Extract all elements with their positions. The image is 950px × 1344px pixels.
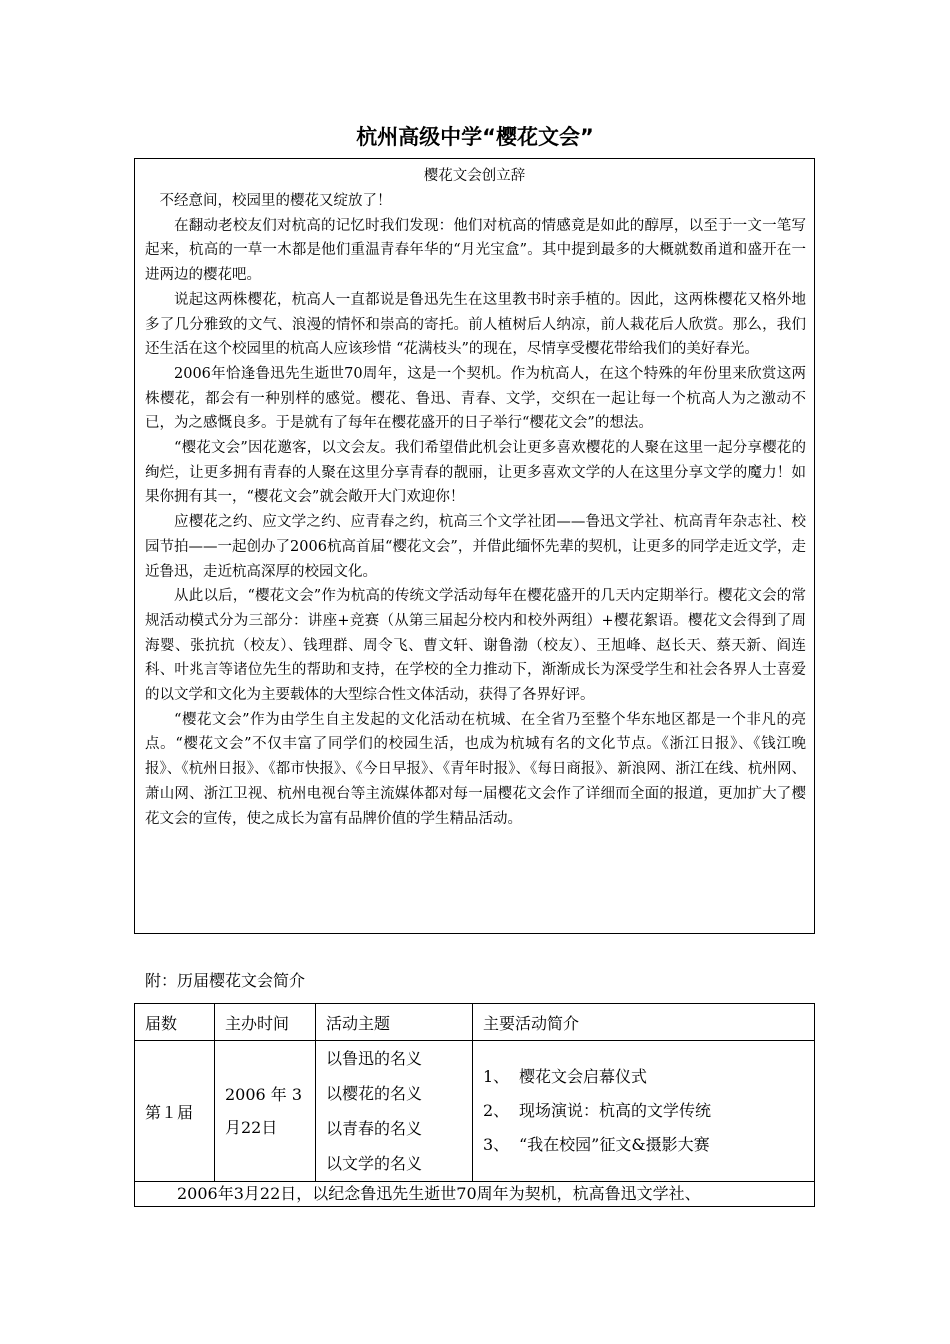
theme-cell: [316, 1041, 473, 1182]
table-row: [135, 1182, 815, 1207]
activities-cell: [473, 1041, 815, 1182]
intro-paragraph: 应樱花之约、应文学之约、应青春之约，杭高三个文学社团——鲁迅文学社、杭高青年杂志社、校园节拍——一起创办了2006杭高首届“樱花文会”，并借此缅怀先辈的契机，让更多的同学走近文学，走近鲁迅，走近杭高深厚的校园文化。: [145, 514, 806, 580]
header-activities: 主要活动简介: [473, 1004, 815, 1041]
theme-line: 以樱花的名义: [326, 1084, 423, 1103]
intro-paragraph: 2006年恰逢鲁迅先生逝世70周年，这是一个契机。作为杭高人，在这个特殊的年份里来欣赏这两株樱花，都会有一种别样的感觉。樱花、鲁迅、青春、文学，交织在一起让每一个杭高人为之激动不已，为之感慨良多。于是就有了每年在樱花盛开的日子举行“樱花文会”的想法。: [145, 365, 806, 432]
intro-paragraph: “樱花文会”因花邀客，以文会友。我们希望借此机会让更多喜欢樱花的人聚在这里一起分享樱花的绚烂，让更多拥有青春的人聚在这里分享青春的靓丽，让更多喜欢文学的人在这里分享文学的魔力！如果你拥有其一，“樱花文会”就会敞开大门欢迎你！: [145, 440, 806, 506]
activity-item: [483, 1060, 804, 1094]
theme-line: 以鲁迅的名义: [326, 1049, 423, 1068]
theme-line: 以文学的名义: [326, 1154, 423, 1173]
activity-number: 2、: [483, 1101, 510, 1120]
description-cell: 2006年3月22日，以纪念鲁迅先生逝世70周年为契机，杭高鲁迅文学社、: [135, 1182, 815, 1207]
session-cell: 第１届: [135, 1041, 215, 1182]
header-theme: 活动主题: [316, 1004, 473, 1041]
header-date: 主办时间: [215, 1004, 316, 1041]
intro-heading: 樱花文会创立辞: [423, 168, 526, 184]
document-title: 杭州高级中学“樱花文会”: [356, 125, 594, 149]
intro-box: [134, 158, 815, 934]
header-session: 届数: [135, 1004, 215, 1041]
activity-text: 现场演说：杭高的文学传统: [519, 1101, 712, 1120]
activity-text: “我在校园”征文&摄影大赛: [519, 1135, 710, 1154]
activity-item: [483, 1094, 804, 1128]
table-header-row: [135, 1004, 815, 1041]
activity-number: 1、: [483, 1067, 510, 1086]
intro-paragraph: “樱花文会”作为由学生自主发起的文化活动在杭城、在全省乃至整个华东地区都是一个非凡的亮点。“樱花文会”不仅丰富了同学们的校园生活，也成为杭城有名的文化节点。《浙江日报》、《钱江晚报》、《杭州日报》、《都市快报》、《今日早报》、《青年时报》、《每日商报》、新浪网、浙江在线、杭州网、萧山网、浙江卫视、杭州电视台等主流媒体都对每一届樱花文会作了详细而全面的报道，更加扩大了樱花文会的宣传，使之成长为富有品牌价值的学生精品活动。: [145, 711, 806, 827]
date-cell: 2006 年 3 月22日: [215, 1041, 316, 1182]
theme-line: 以青春的名义: [326, 1119, 423, 1138]
intro-paragraph: 从此以后，“樱花文会”作为杭高的传统文学活动每年在樱花盛开的几天内定期举行。樱花文会的常规活动模式分为三部分：讲座+竞赛（从第三届起分校内和校外两组）+樱花絮语。樱花文会得到了周海婴、张抗抗（校友）、钱理群、周令飞、曹文轩、谢鲁渤（校友）、王旭峰、赵长天、蔡天新、阎连科、叶兆言等诸位先生的帮助和支持，在学校的全力推动下，渐渐成长为深受学生和社会各界人士喜爱的以文学和文化为主要载体的大型综合性文体活动，获得了各界好评。: [145, 588, 806, 704]
activity-text: 樱花文会启幕仪式: [519, 1067, 648, 1086]
activity-number: 3、: [483, 1135, 510, 1154]
history-table: [134, 1003, 815, 1207]
activity-item: [483, 1128, 804, 1162]
intro-paragraph: 说起这两株樱花，杭高人一直都说是鲁迅先生在这里教书时亲手植的。因此，这两株樱花又格外地多了几分雅致的文气、浪漫的情怀和崇高的寄托。前人植树后人纳凉，前人栽花后人欣赏。那么，我们还生活在这个校园里的杭高人应该珍惜 “花满枝头”的现在，尽情享受樱花带给我们的美好春光。: [145, 291, 806, 358]
intro-paragraph: 在翻动老校友们对杭高的记忆时我们发现：他们对杭高的情感竟是如此的醇厚，以至于一文一笔写起来，杭高的一草一木都是他们重温青春年华的“月光宝盒”。其中提到最多的大概就数甬道和盛开在一进两边的樱花吧。: [145, 217, 806, 284]
appendix-label: 附：历届樱花文会简介: [145, 971, 306, 990]
intro-paragraph: 不经意间，校园里的樱花又绽放了！: [159, 193, 392, 209]
table-row: [135, 1041, 815, 1182]
intro-body: [145, 189, 806, 831]
